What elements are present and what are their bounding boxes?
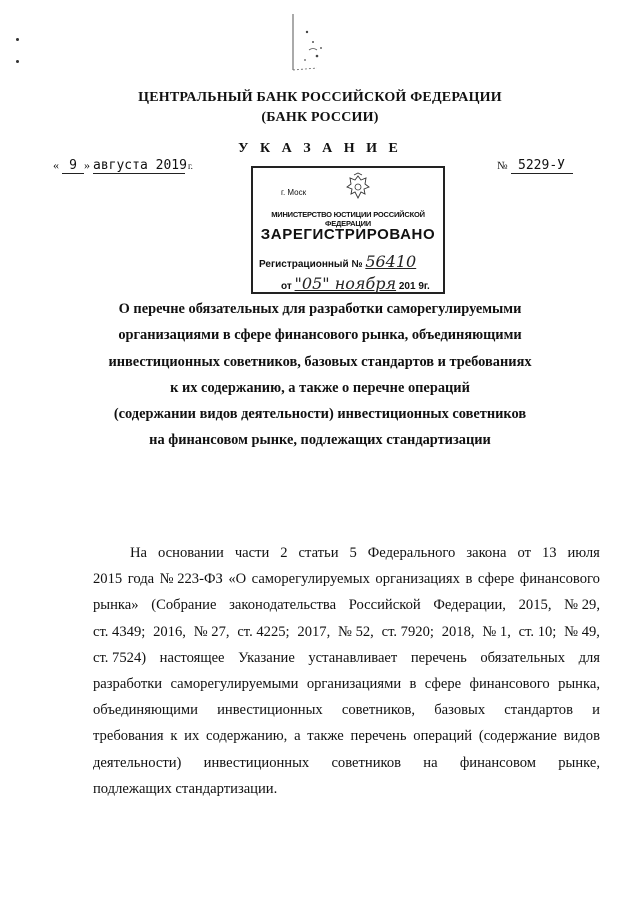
- body-word: подлежащих стандартизации.: [93, 780, 278, 797]
- body-paragraph: [93, 540, 600, 802]
- body-word: советников: [331, 754, 402, 771]
- title-line: на финансовом рынке, подлежащих стандартизации: [149, 432, 491, 449]
- body-word: видов: [563, 728, 600, 745]
- body-word: обязательных: [480, 649, 566, 666]
- top-registration-mark: [287, 12, 333, 72]
- body-word: (содержание: [478, 728, 557, 745]
- body-line: [93, 645, 600, 671]
- title-line: (содержании видов деятельности) инвестиционных советников: [113, 406, 527, 423]
- body-word: ст. 4349;: [93, 623, 146, 640]
- body-word: рынка»: [93, 597, 139, 614]
- body-word: 13: [541, 545, 557, 561]
- body-word: устанавливает: [308, 649, 398, 666]
- body-word: организациях: [375, 571, 460, 588]
- body-word: 2016,: [153, 623, 186, 640]
- body-line: [93, 566, 600, 592]
- body-word: для: [578, 649, 600, 666]
- body-word: основании: [158, 545, 224, 561]
- body-word: перечень: [410, 649, 467, 666]
- body-word: к: [170, 728, 178, 745]
- body-word: в: [409, 676, 417, 693]
- body-word: 2017,: [297, 623, 331, 640]
- number-prefix: №: [497, 160, 508, 172]
- body-line: [93, 619, 600, 645]
- body-word: № 223-ФЗ: [159, 571, 223, 588]
- body-word: законодательства: [229, 597, 337, 614]
- body-word: и: [592, 702, 600, 719]
- scan-dot: [16, 38, 19, 41]
- body-word: рынке,: [558, 754, 600, 771]
- date-day: 9: [62, 159, 84, 174]
- body-word: Федерации,: [433, 597, 506, 614]
- body-word: № 29,: [564, 597, 600, 614]
- body-word: базовых: [434, 702, 486, 719]
- body-word: а: [294, 728, 301, 745]
- stamp-date-prefix: от: [281, 281, 292, 292]
- body-line: [93, 592, 600, 618]
- body-line: [93, 723, 600, 749]
- stamp-reg-label: Регистрационный №: [259, 259, 363, 270]
- body-word: июля: [567, 545, 600, 561]
- body-word: от: [517, 545, 531, 561]
- body-word: 5: [349, 545, 357, 561]
- body-word: 2015,: [518, 597, 552, 614]
- body-word: советников,: [341, 702, 416, 719]
- body-word: Указание: [238, 649, 295, 666]
- body-word: (Собрание: [151, 597, 217, 614]
- body-word: требования: [93, 728, 164, 745]
- body-word: № 49,: [564, 623, 600, 640]
- body-word: объединяющими: [93, 702, 198, 719]
- body-word: финансовом: [459, 754, 536, 771]
- stamp-date-handwritten: "05" ноября: [294, 274, 397, 293]
- organization-name: ЦЕНТРАЛЬНЫЙ БАНК РОССИЙСКОЙ ФЕДЕРАЦИИ: [138, 90, 502, 105]
- body-word: содержанию,: [206, 728, 288, 745]
- title-line: О перечне обязательных для разработки саморегулируемыми: [118, 301, 522, 317]
- body-word: сфере: [477, 571, 515, 588]
- body-word: инвестиционных: [217, 702, 323, 719]
- body-word: ст. 10;: [518, 623, 557, 640]
- date-year-suffix: г.: [188, 161, 193, 171]
- body-word: рынка,: [558, 676, 600, 693]
- body-word: деятельности): [93, 754, 182, 771]
- title-line: организациями в сфере финансового рынка, объединяющими: [118, 327, 522, 344]
- stamp-reg-number: 56410: [365, 252, 417, 271]
- body-word: операций: [413, 728, 473, 745]
- body-word: Российской: [348, 597, 421, 614]
- body-word: перечень: [350, 728, 407, 745]
- organization-short-name: (БАНК РОССИИ): [261, 110, 379, 125]
- body-word: «О: [228, 571, 247, 588]
- number-value: 5229-У: [511, 159, 573, 174]
- stamp-city: г. Моск: [281, 188, 307, 197]
- body-word: финансового: [519, 571, 600, 588]
- body-word: № 1,: [482, 623, 511, 640]
- body-word: ст. 7524): [93, 649, 147, 666]
- date-month-year: августа 2019: [93, 158, 187, 173]
- title-line: к их содержанию, а также о перечне операций: [170, 379, 470, 396]
- body-word: На: [130, 545, 148, 561]
- stamp-registration-number: [259, 252, 416, 271]
- stamp-ministry: МИНИСТЕРСТВО ЮСТИЦИИ РОССИЙСКОЙ ФЕДЕРАЦИИ: [271, 210, 425, 228]
- body-word: организациями: [306, 676, 402, 693]
- body-word: в: [465, 571, 473, 588]
- title-line: инвестиционных советников, базовых стандартов и требованиях: [108, 353, 532, 370]
- body-line: [93, 750, 600, 776]
- date-open-quote: «: [53, 158, 59, 172]
- body-line: [93, 697, 600, 723]
- body-word: саморегулируемых: [251, 571, 370, 588]
- body-word: разработки: [93, 676, 163, 693]
- body-word: инвестиционных: [203, 754, 310, 771]
- body-word: на: [423, 754, 438, 771]
- stamp-registration-date: [281, 274, 430, 293]
- eagle-emblem-icon: [343, 172, 373, 202]
- body-word: 2018,: [441, 623, 475, 640]
- body-word: ст. 4225;: [237, 623, 290, 640]
- body-word: их: [184, 728, 200, 745]
- document-number: [497, 158, 573, 174]
- body-line: [93, 776, 600, 802]
- body-word: части: [234, 545, 270, 561]
- body-word: Федерального: [367, 545, 456, 561]
- body-line: [93, 540, 600, 566]
- scan-dot: [16, 60, 19, 63]
- body-word: № 52,: [338, 623, 374, 640]
- registration-stamp: [251, 166, 445, 294]
- body-word: ст. 7920;: [381, 623, 434, 640]
- body-word: № 27,: [193, 623, 230, 640]
- stamp-status: ЗАРЕГИСТРИРОВАНО: [260, 226, 436, 243]
- document-title: [60, 296, 580, 454]
- body-word: статьи: [298, 545, 339, 561]
- body-word: стандартов: [504, 702, 573, 719]
- date-close-quote: »: [84, 158, 90, 172]
- body-word: финансового: [469, 676, 550, 693]
- body-word: также: [307, 728, 344, 745]
- body-word: года: [127, 571, 155, 588]
- body-word: закона: [466, 545, 507, 561]
- body-word: саморегулируемыми: [170, 676, 299, 693]
- body-word: 2: [280, 545, 288, 561]
- body-word: сфере: [424, 676, 462, 693]
- body-line: [93, 671, 600, 697]
- document-type: У К А З А Н И Е: [238, 141, 402, 156]
- body-word: 2015: [93, 571, 123, 588]
- stamp-date-year: 201 9г.: [398, 281, 430, 292]
- body-word: настоящее: [159, 649, 225, 666]
- document-date: [53, 158, 203, 174]
